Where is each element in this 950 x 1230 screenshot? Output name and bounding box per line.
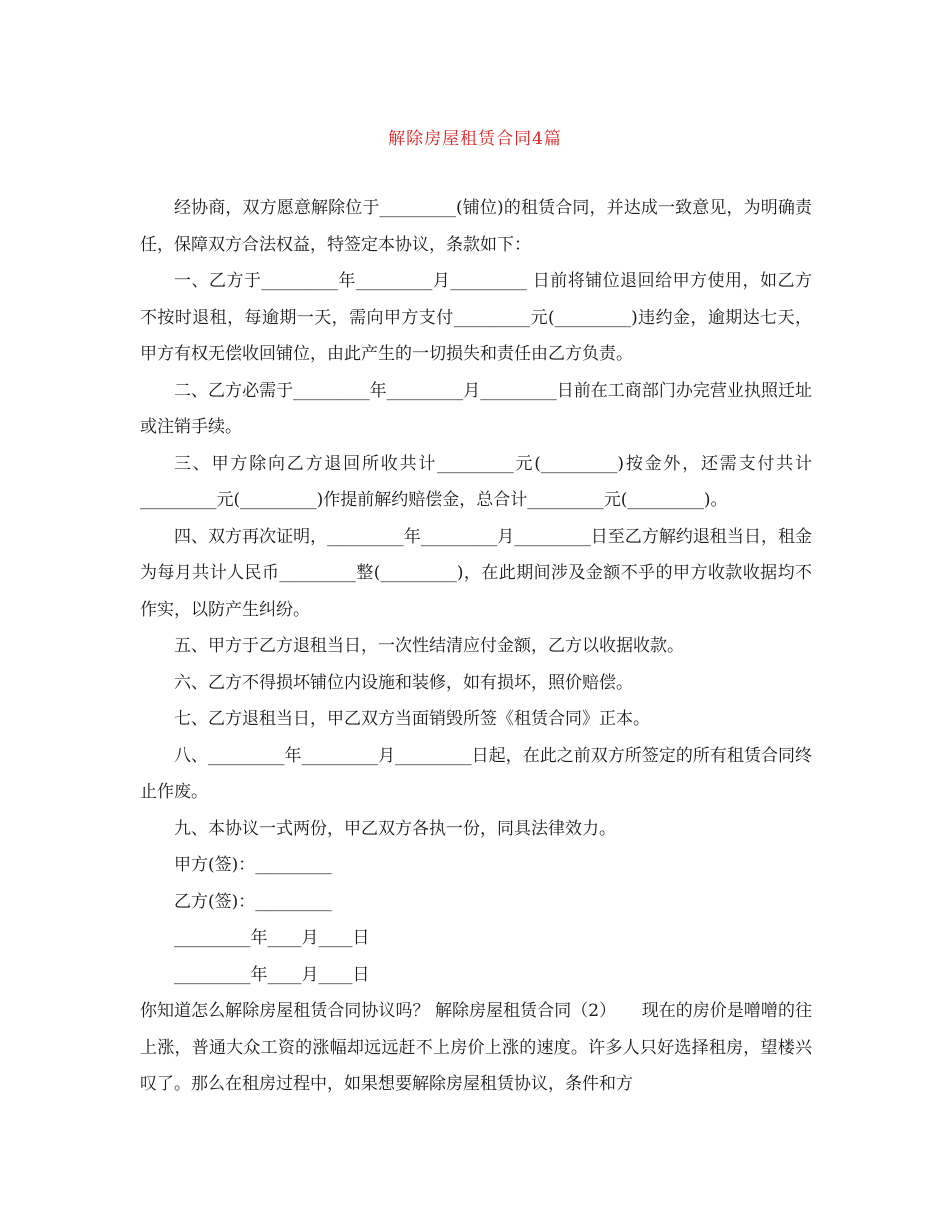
clause-4: 四、双方再次证明，_________年_________月_________日至乙方解约退租当日，租金为每月共计人民币_________整(_________)，在此期间涉及金额不乎的甲方收款收据均不作实，以防产生纠纷。	[140, 526, 812, 620]
clause-7: 七、乙方退租当日，甲乙双方当面销毁所签《租赁合同》正本。	[174, 709, 650, 729]
date-line-2: _________年____月____日	[174, 964, 370, 985]
date-line-1: _________年____月____日	[174, 928, 370, 948]
clause-2: 二、乙方必需于_________年_________月_________日前在工商部门办完营业执照迁址或注销手续。	[140, 380, 812, 437]
clause-6: 六、乙方不得损坏铺位内设施和装修，如有损坏，照价赔偿。	[174, 672, 633, 693]
document-title: 解除房屋租赁合同4篇	[388, 129, 562, 149]
tail-paragraph: 你知道怎么解除房屋租赁合同协议吗？ 解除房屋租赁合同（2） 现在的房价是噌噌的往上涨，普通大众工资的涨幅却远远赶不上房价上涨的速度。许多人只好选择租房，望楼兴叹了。那么在租房过程中，如果想要解除房屋租赁协议，条件和方	[140, 1001, 812, 1094]
party-b-signature: 乙方(签)：_________	[174, 891, 332, 912]
clause-3: 三、甲方除向乙方退回所收共计_________元(_________)按金外，还需支付共计_________元(_________)作提前解约赔偿金，总合计_________元(_________)。	[140, 453, 812, 510]
paragraph-intro: 经协商，双方愿意解除位于_________(铺位)的租赁合同，并达成一致意见，为明确责任，保障双方合法权益，特签定本协议，条款如下：	[140, 198, 812, 255]
clause-1: 一、乙方于_________年_________月_________ 日前将铺位退回给甲方使用，如乙方不按时退租，每逾期一天，需向甲方支付_________元(_________)违约金，逾期达七天，甲方有权无偿收回铺位，由此产生的一切损失和责任由乙方负责。	[140, 271, 812, 364]
clause-9: 九、本协议一式两份，甲乙双方各执一份，同具法律效力。	[174, 818, 616, 839]
document-body	[140, 190, 812, 1103]
party-a-signature: 甲方(签)：_________	[174, 855, 332, 875]
clause-5: 五、甲方于乙方退租当日，一次性结清应付金额，乙方以收据收款。	[174, 636, 684, 656]
clause-8: 八、_________年_________月_________日起，在此之前双方所签定的所有租赁合同终止作废。	[140, 745, 812, 802]
